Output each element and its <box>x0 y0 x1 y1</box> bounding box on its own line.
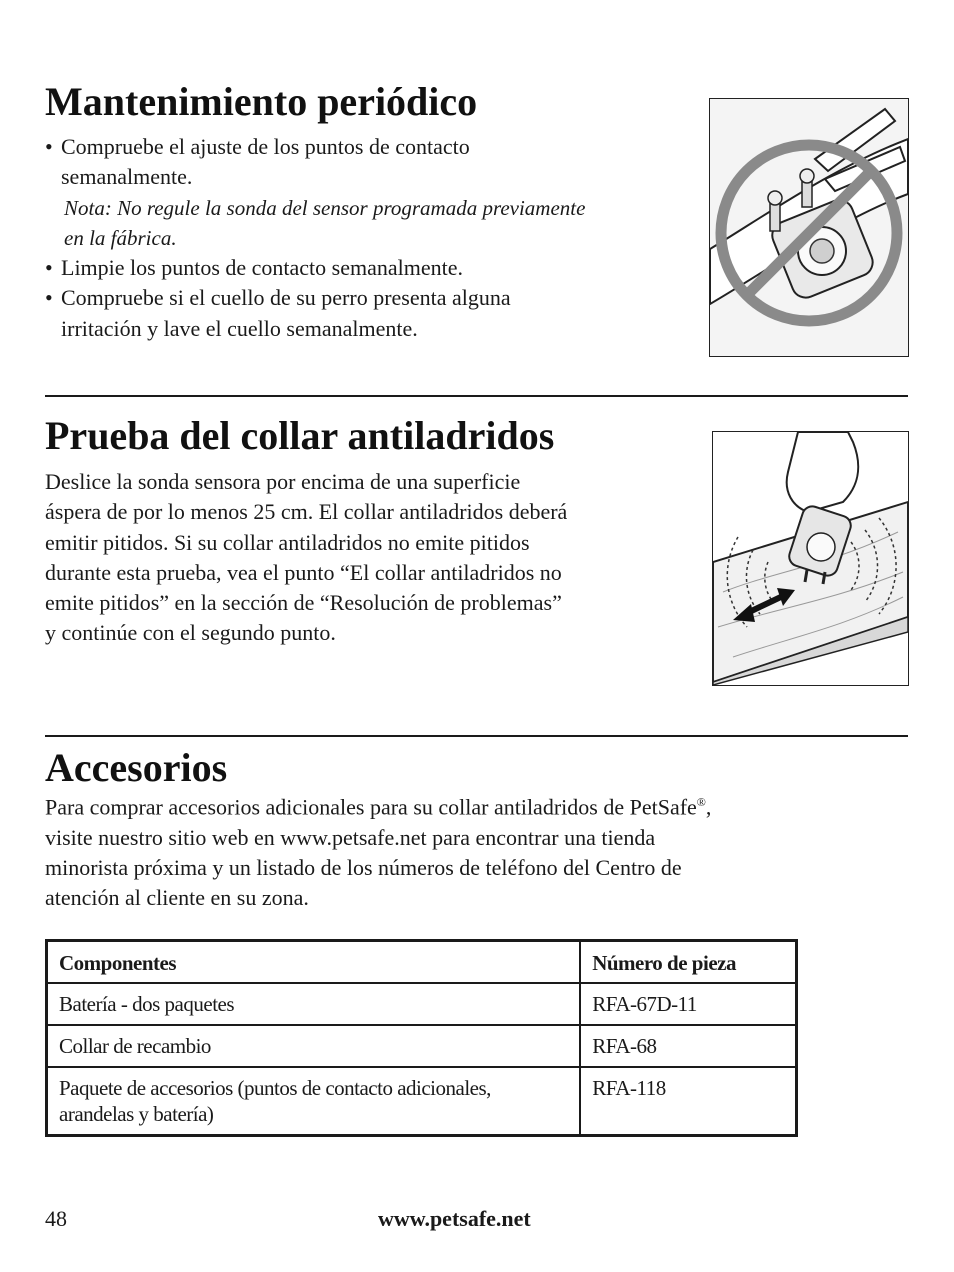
parts-table <box>45 939 798 1137</box>
column-header-components: Componentes <box>47 941 581 984</box>
accessories-title: Accesorios <box>45 745 228 790</box>
accessories-paragraph: Para comprar accesorios adicionales para su collar antiladridos de PetSafe®, visite nuestro sitio web en www.petsafe.net para encontrar una tienda minorista próxima y un listado de los números de teléfono del Centro de atención al cliente en su zona. <box>45 794 712 911</box>
table-cell: RFA-68 <box>580 1025 796 1067</box>
maintenance-list <box>45 132 695 344</box>
test-paragraph: Deslice la sonda sensora por encima de una superficie áspera de por lo menos 25 cm. El collar antiladridos deberá emitir pitidos. Si su collar antiladridos no emite pitidos durante esta prueba, vea el punto “El collar antiladridos no emite pitidos” en la sección de “Resolución de problemas” y continúe con el segundo punto. <box>45 469 568 646</box>
list-item: • Compruebe el ajuste de los puntos de contacto semanalmente. Nota: No regule la sonda del sensor programada previamente en la fábrica. <box>45 132 695 253</box>
collar-no-adjust-illustration <box>709 98 909 357</box>
table-cell: Collar de recambio <box>47 1025 581 1067</box>
list-item: • Compruebe si el cuello de su perro presenta alguna irritación y lave el cuello semanalmente. <box>45 283 695 344</box>
section-divider <box>45 395 908 397</box>
table-row <box>47 983 797 1025</box>
factory-note: Nota: No regule la sonda del sensor programada previamente <box>64 195 586 220</box>
rough-surface-test-illustration <box>712 431 909 686</box>
table-cell: RFA-118 <box>580 1067 796 1136</box>
table-cell: Paquete de accesorios (puntos de contacto adicionales, arandelas y batería) <box>47 1067 581 1136</box>
prohibited-sensor-icon <box>710 99 908 356</box>
maintenance-title: Mantenimiento periódico <box>45 79 478 124</box>
table-row <box>47 1025 797 1067</box>
column-header-part-number: Número de pieza <box>580 941 796 984</box>
table-row <box>47 1067 797 1136</box>
test-title: Prueba del collar antiladridos <box>45 413 555 458</box>
table-cell: RFA-67D-11 <box>580 983 796 1025</box>
table-header-row <box>47 941 797 984</box>
footer-website-link[interactable]: www.petsafe.net <box>378 1206 531 1231</box>
table-cell: Batería - dos paquetes <box>47 983 581 1025</box>
sensor-test-icon <box>713 432 908 685</box>
list-item: • Limpie los puntos de contacto semanalmente. <box>45 253 695 283</box>
section-divider <box>45 735 908 737</box>
page-number: 48 <box>45 1206 67 1231</box>
